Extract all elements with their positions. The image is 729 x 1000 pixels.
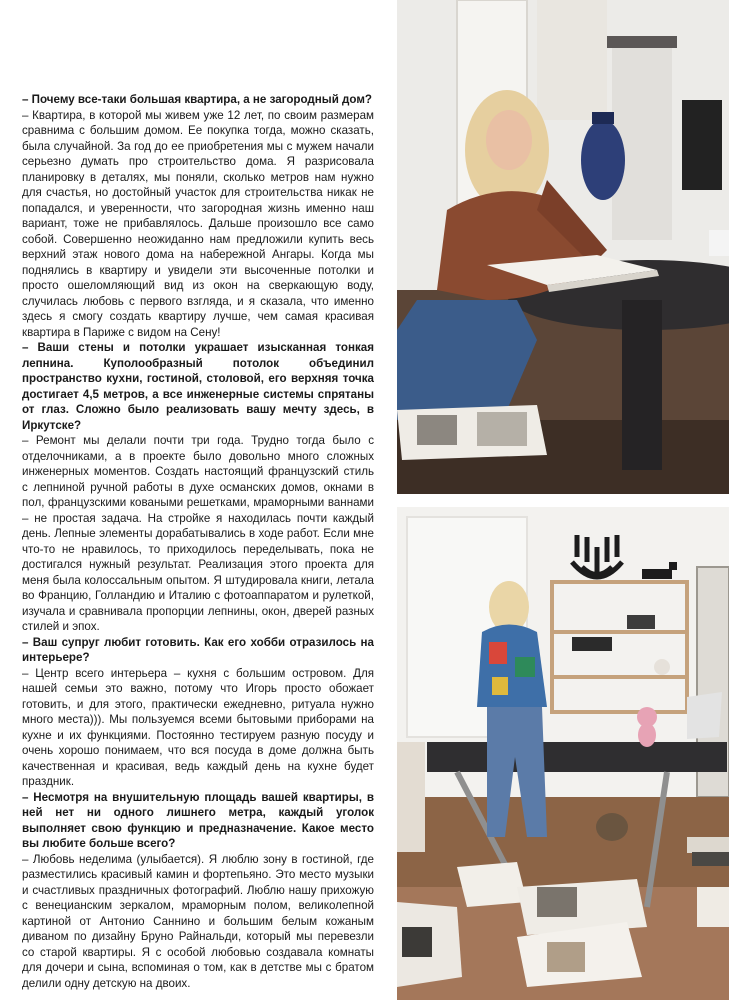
question-2: – Ваши стены и потолки украшает изысканная тонкая лепнина. Куполообразный потолок объединил пространство кухни, гостиной, столовой, его верхняя точка достигает 4,5 метров, а все инженерные системы спрятаны от глаз. Сложно было реализовать вашу мечту здесь, в Иркутске? xyxy=(22,341,374,432)
answer-2: – Ремонт мы делали почти три года. Трудно тогда было с отделочниками, а в проекте было довольно много сложных инженерных моментов. Создать настоящий французский стиль с лепниной ручной работы в духе османских домов, окнами в пол, французскими коваными решетками, мраморными ваннами – не простая задача. На стройке я находилась почти каждый день. Лепные элементы дорабатывались в ходе работ. Если мне что-то не нравилось, то приходилось переделывать, пока не достигался нужный результат. Реализация этого проекта для меня была колоссальным опытом. Я штудировала книги, летала во Францию, Голландию и Италию с фотоаппаратом и рулеткой, изучала и сравнивала пропорции лепнины, окон, дверей разных стилей и эпох. xyxy=(22,434,374,633)
photo-woman-at-desk xyxy=(397,507,729,1000)
photo-bottom-illustration xyxy=(397,507,729,1000)
article-text-column xyxy=(22,92,374,991)
question-4: – Несмотря на внушительную площадь вашей квартиры, в ней нет ни одного лишнего метра, каждый уголок выполняет свою функцию и предназначение. Какое место вы любите больше всего? xyxy=(22,790,374,850)
answer-4: – Любовь неделима (улыбается). Я люблю зону в гостиной, где разместились красивый камин и фортепьяно. Это место музыки и счастливых праздничных фотографий. Люблю нашу прихожую с венецианским зеркалом, мраморным полом, великолепной картиной от Антонио Саннино и большим белым кожаным диваном по дизайну Бруно Райнальди, который мы перевезли со старой квартиры. Я с особой любовью создавала комнаты для дочери и сына, вспоминая о том, как в детстве мы с братом делили одну детскую на двоих. xyxy=(22,852,374,990)
answer-1: – Квартира, в которой мы живем уже 12 лет, по своим размерам сравнима с большим домом. Ее покупка тогда, можно сказать, была случайной. За год до ее приобретения мы с мужем начали серьезно думать про строительство дома. Я разрисовала планировку в деталях, мы поняли, сколько метров нам нужно для счастья, но достойный участок для строительства никак не попадался, и уверенности, что загородная жизнь именно наш вариант, тоже не прибавлялось. Дальше произошло все само собой. Совершенно неожиданно нам предложили купить весь верхний этаж нового дома на набережной Ангары. Когда мы поднялись в квартиру и увидели эти высоченные потолки и просто ошеломляющий вид из окон на сверкающую воду, случилась любовь с первого взгляда, и я сказала, что именно здесь я смогу создать квартиру лучше, чем самая красивая квартира в Париже с видом на Сену! xyxy=(22,108,374,339)
photo-woman-at-table xyxy=(397,0,729,494)
photo-top-illustration xyxy=(397,0,729,494)
question-3: – Ваш супруг любит готовить. Как его хобби отразилось на интерьере? xyxy=(22,635,374,664)
question-1: – Почему все-таки большая квартира, а не загородный дом? xyxy=(22,93,372,106)
answer-3: – Центр всего интерьера – кухня с большим островом. Для нашей семьи это важно, потому что Игорь просто обожает готовить, и для этого, практически ежедневно, ритуала нужно много места))). Мы пользуемся всеми бытовыми приборами на кухне и их функциями. Постоянно тестируем разную посуду и очень хорошо понимаем, что вся посуда в доме должна быть качественная и красивая, ведь каждый день на кухне будет праздник. xyxy=(22,666,374,788)
